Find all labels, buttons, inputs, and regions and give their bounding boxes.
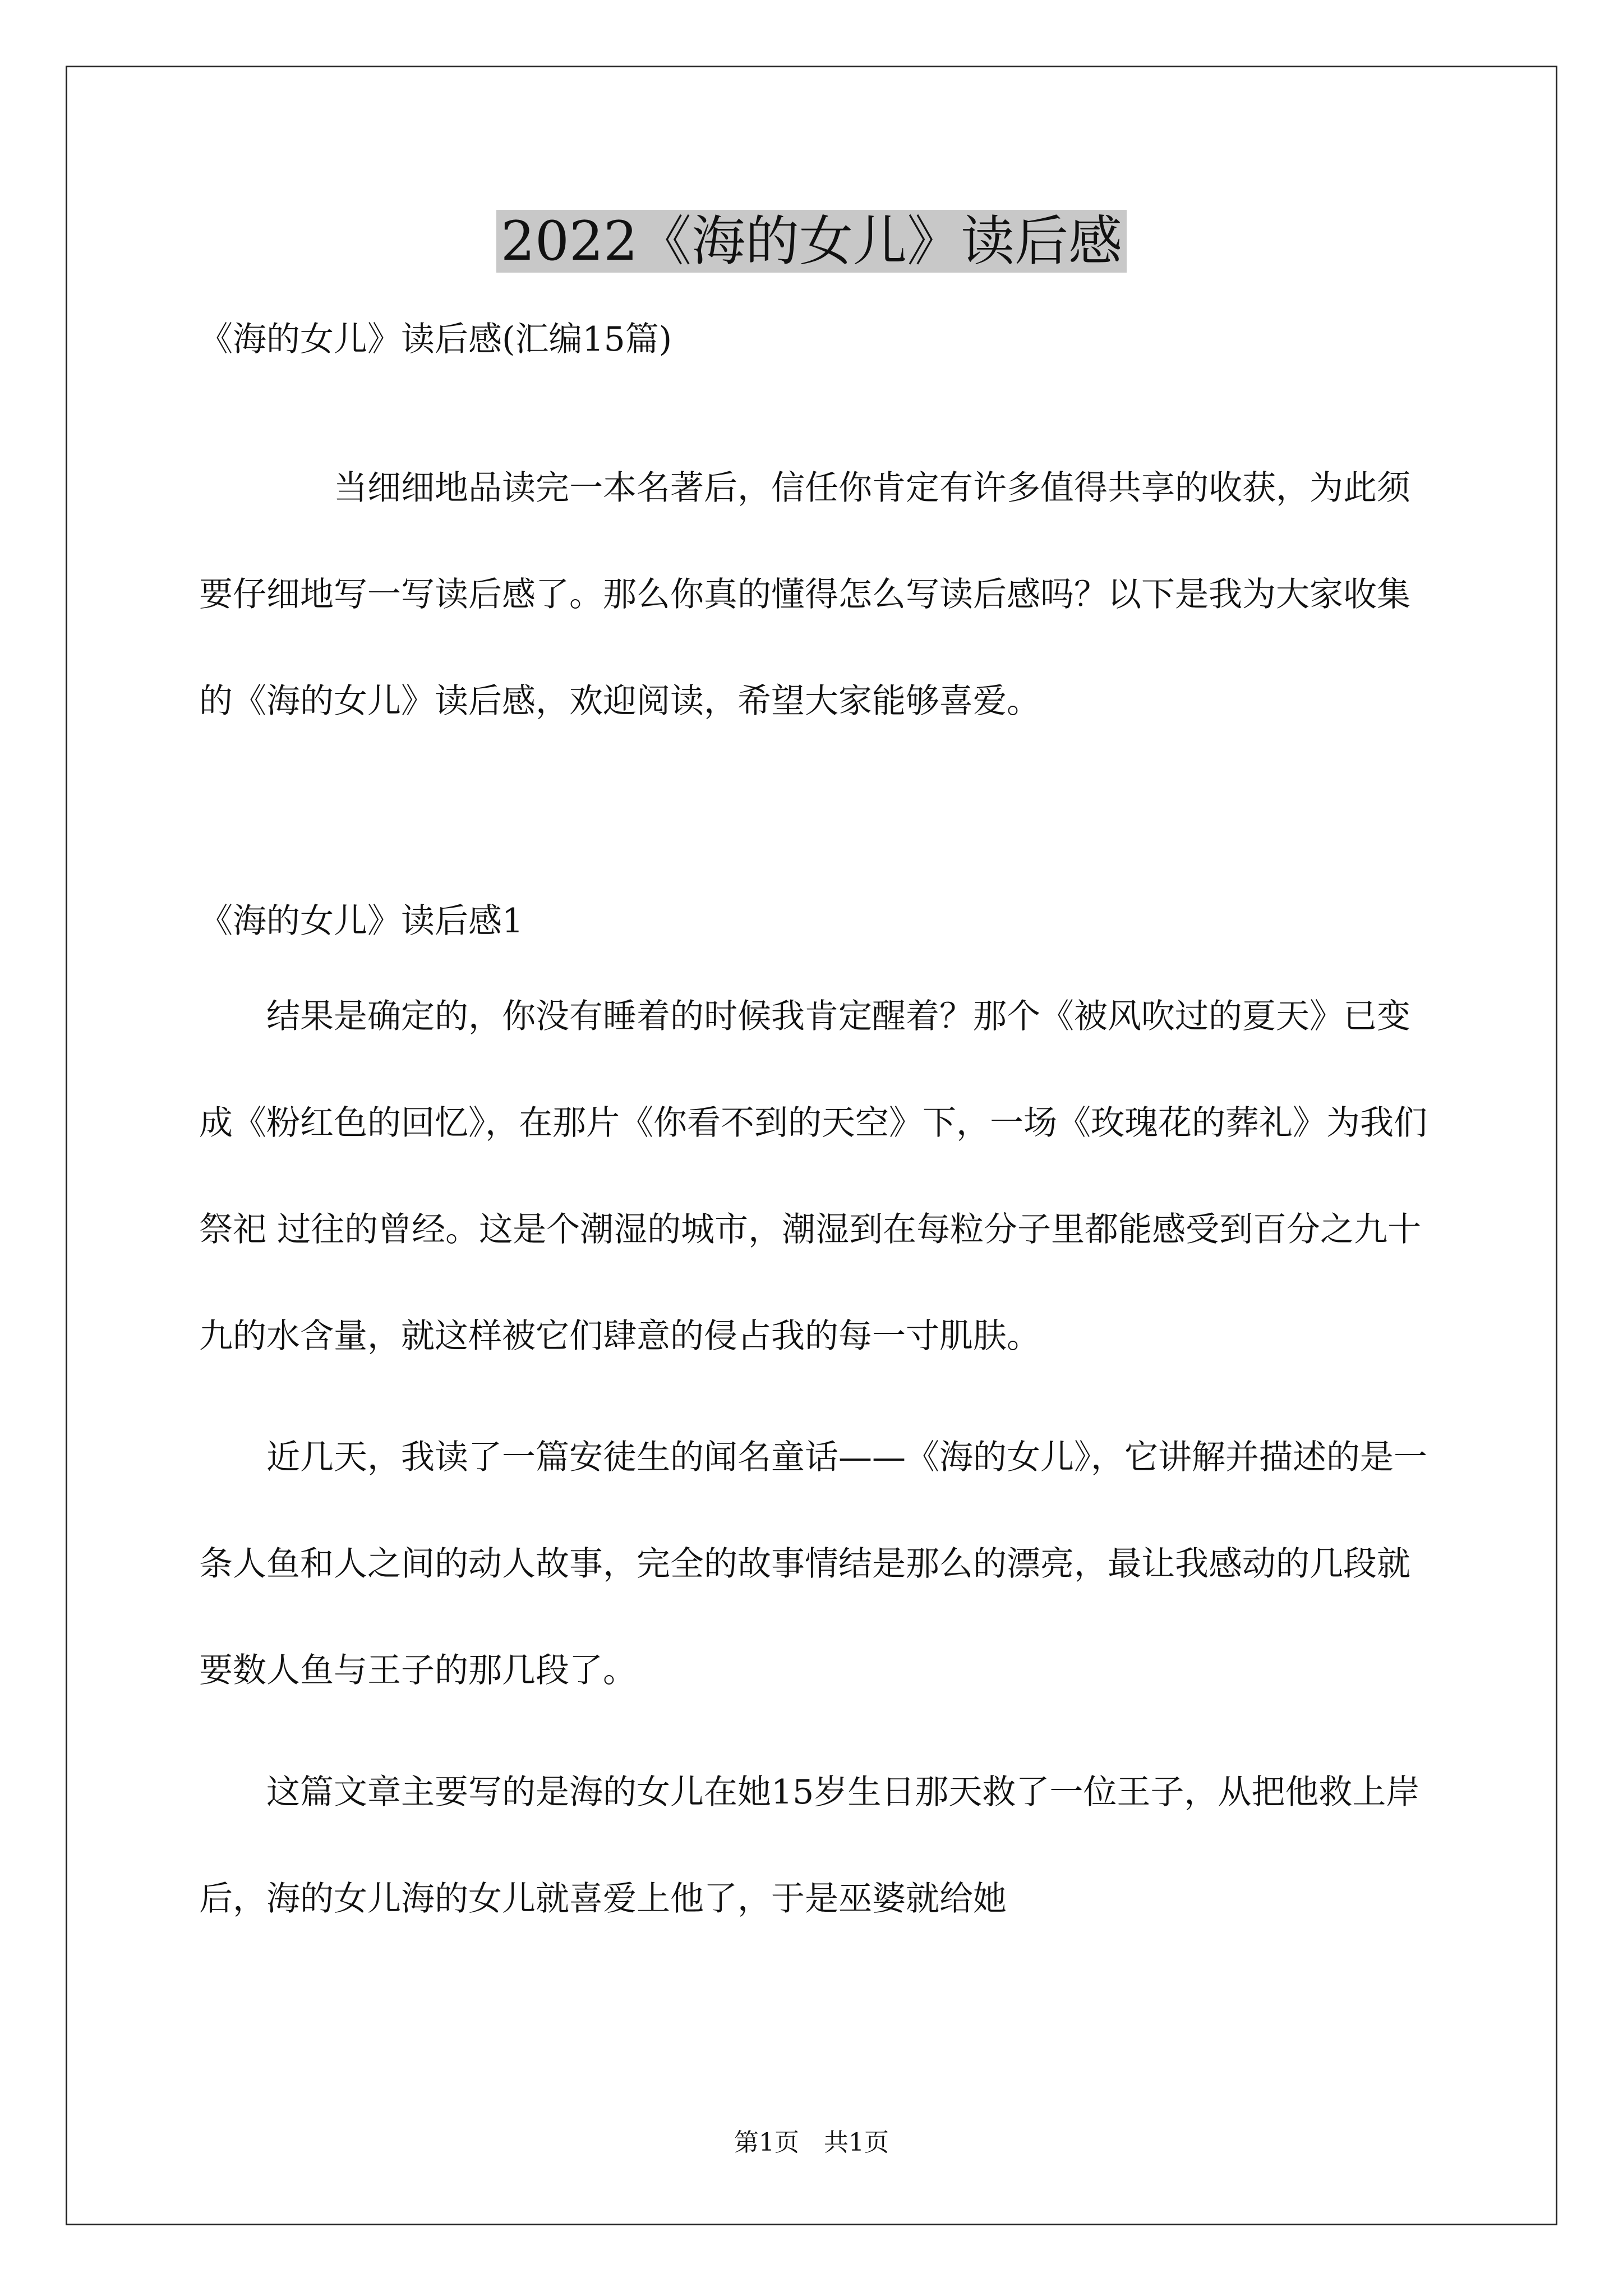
intro-paragraph: 当细细地品读完一本名著后，信任你肯定有许多值得共享的收获，为此须要仔细地写一写读后感了。那么你真的懂得怎么写读后感吗？以下是我为大家收集的《海的女儿》读后感，欢迎阅读，希望大家能够喜爱。 — [199, 468, 1410, 721]
body-paragraph: 这篇文章主要写的是海的女儿在她15岁生日那天救了一位王子，从把他救上岸后，海的女儿海的女儿就喜爱上他了，于是巫婆就给她 — [199, 1773, 1420, 1918]
document-subtitle: 《海的女儿》读后感(汇编15篇) — [199, 320, 672, 359]
body-paragraph: 结果是确定的，你没有睡着的时候我肯定醒着？那个《被风吹过的夏天》已变成《粉红色的回忆》，在那片《你看不到的天空》下，一场《玫瑰花的葬礼》为我们祭祀 过往的曾经。这是个潮湿的城市，潮湿到在每粒分子里都能感受到百分之九十九的水含量，就这样被它们肆意的侵占我的每一寸肌肤。 — [199, 997, 1427, 1356]
document-title: 2022《海的女儿》读后感 — [0, 199, 1623, 283]
section-heading: 《海的女儿》读后感1 — [199, 901, 524, 941]
body-paragraph: 近几天，我读了一篇安徒生的闻名童话——《海的女儿》，它讲解并描述的是一条人鱼和人之间的动人故事，完全的故事情结是那么的漂亮，最让我感动的几段就要数人鱼与王子的那几段了。 — [199, 1438, 1427, 1690]
page-footer: 第1页 共1页 — [734, 2128, 889, 2157]
